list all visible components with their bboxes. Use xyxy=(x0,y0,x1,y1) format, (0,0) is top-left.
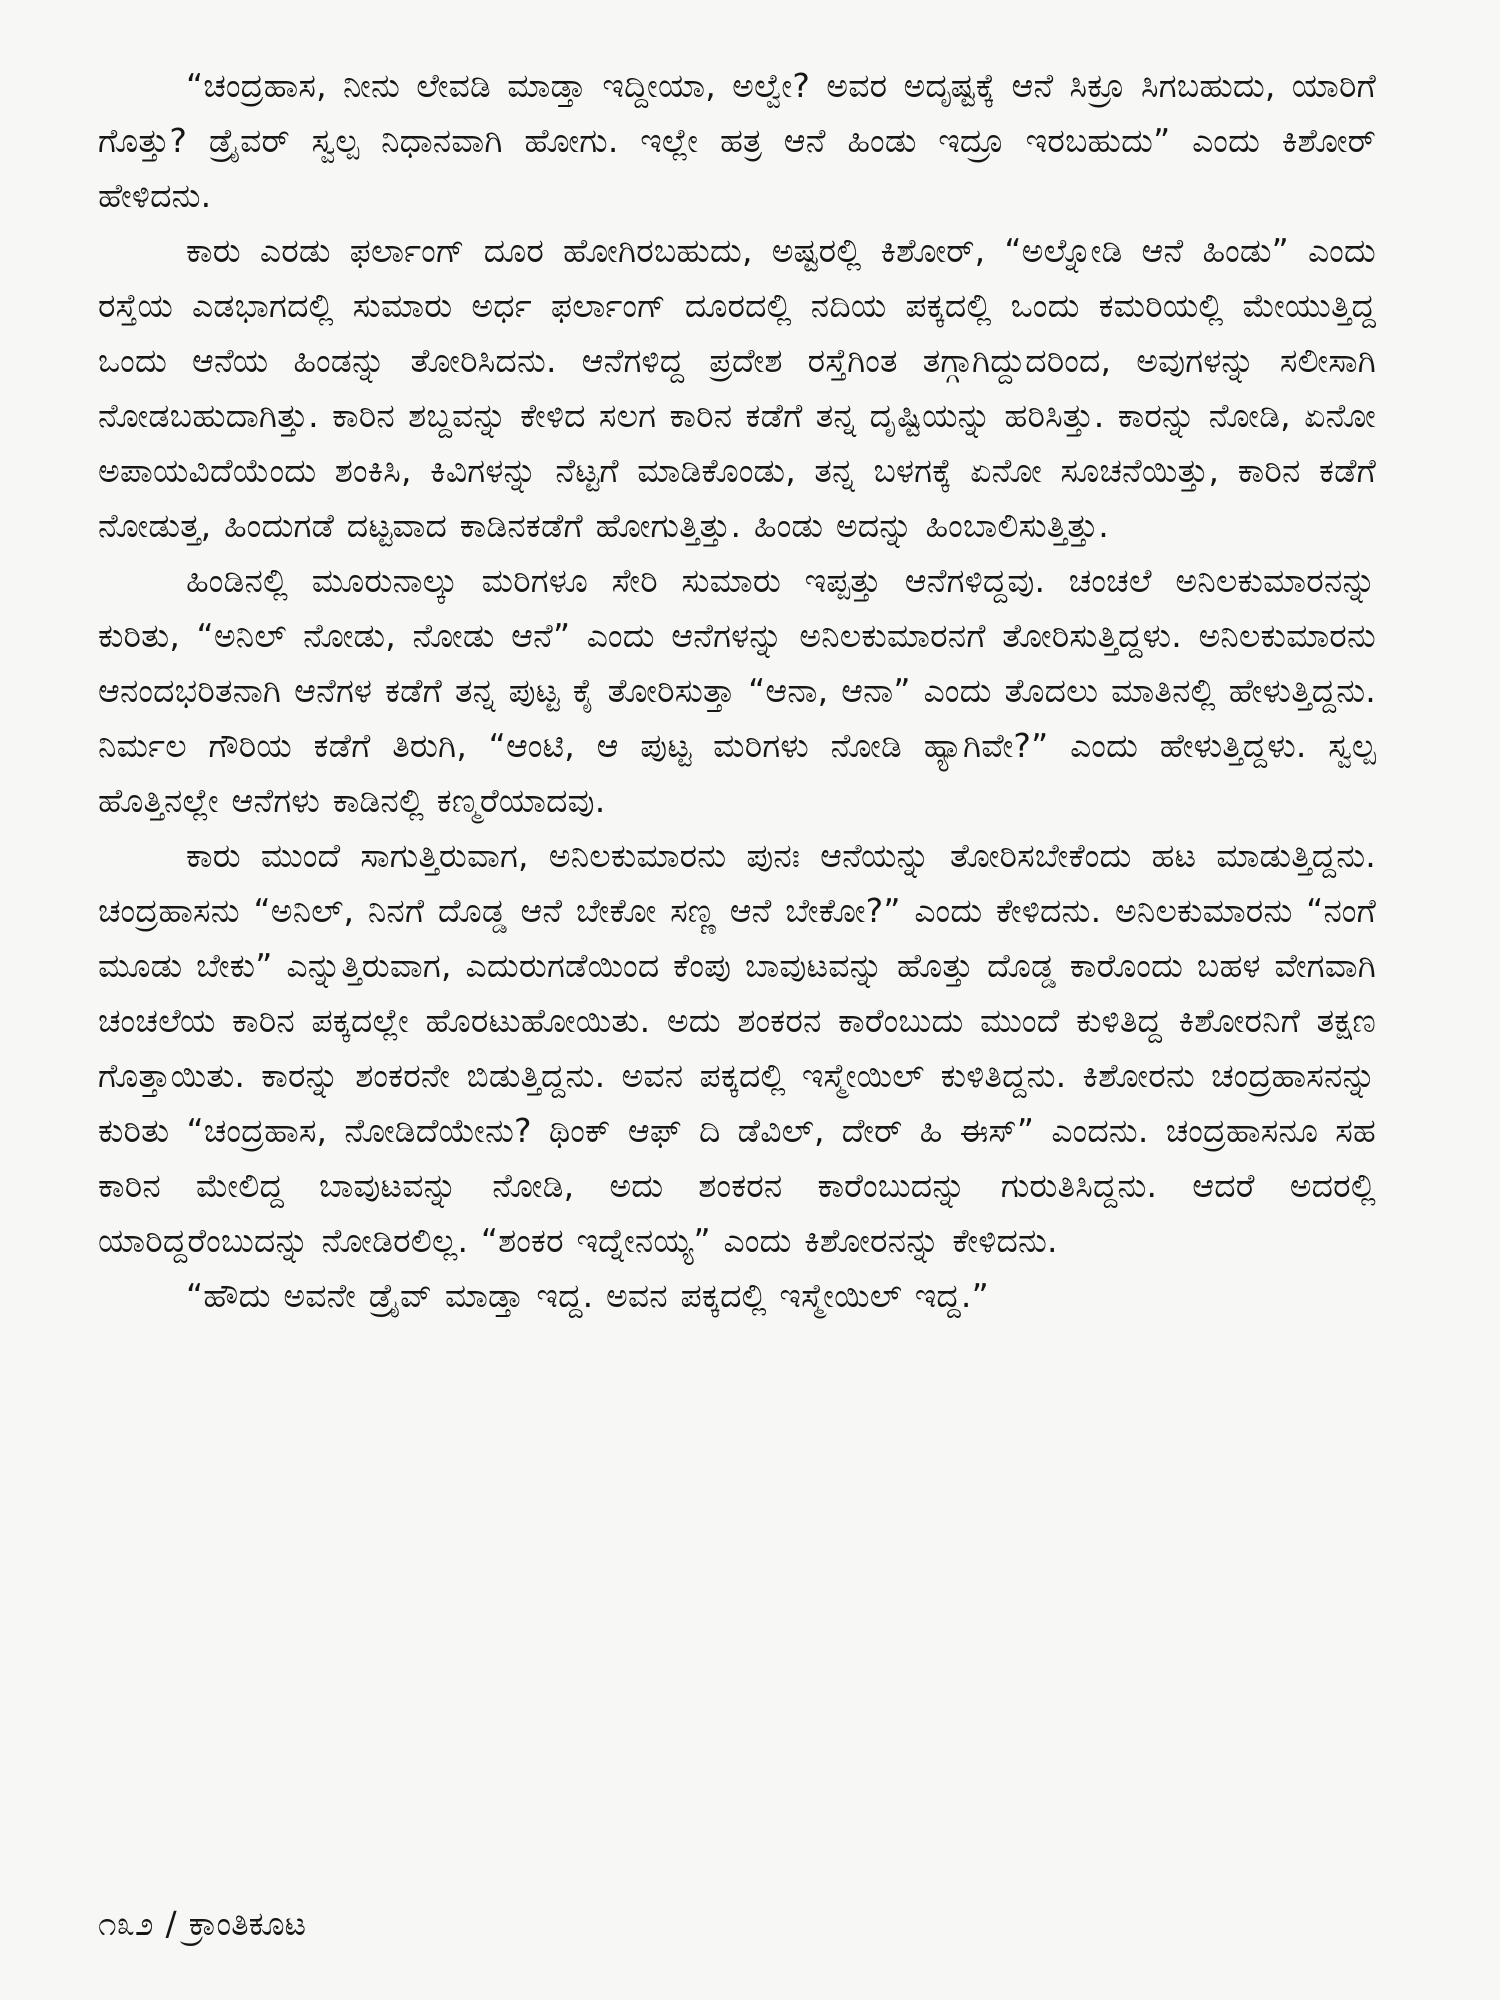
paragraph: “ಚಂದ್ರಹಾಸ, ನೀನು ಲೇವಡಿ ಮಾಡ್ತಾ ಇದ್ದೀಯಾ, ಅಲ್ವೇ? ಅವರ ಅದೃಷ್ಟಕ್ಕೆ ಆನೆ ಸಿಕ್ರೂ ಸಿಗಬಹುದು, ಯಾರಿಗೆ ಗೊತ್ತು? ಡ್ರೈವರ್ ಸ್ವಲ್ಪ ನಿಧಾನವಾಗಿ ಹೋಗು. ಇಲ್ಲೇ ಹತ್ರ ಆನೆ ಹಿಂಡು ಇದ್ರೂ ಇರಬಹುದು” ಎಂದು ಕಿಶೋರ್ ಹೇಳಿದನು. xyxy=(98,66,1376,215)
book-title: ಕ್ರಾಂತಿಕೂಟ xyxy=(188,1904,307,1943)
page-number: ೧೩೨ xyxy=(98,1904,154,1943)
paragraph: ಕಾರು ಮುಂದೆ ಸಾಗುತ್ತಿರುವಾಗ, ಅನಿಲಕುಮಾರನು ಪುನಃ ಆನೆಯನ್ನು ತೋರಿಸಬೇಕೆಂದು ಹಟ ಮಾಡುತ್ತಿದ್ದನು. ಚಂದ್ರಹಾಸನು “ಅನಿಲ್, ನಿನಗೆ ದೊಡ್ಡ ಆನೆ ಬೇಕೋ ಸಣ್ಣ ಆನೆ ಬೇಕೋ?” ಎಂದು ಕೇಳಿದನು. ಅನಿಲಕುಮಾರನು “ನಂಗೆ ಮೂಡು ಬೇಕು” ಎನ್ನುತ್ತಿರುವಾಗ, ಎದುರುಗಡೆಯಿಂದ ಕೆಂಪು ಬಾವುಟವನ್ನು ಹೊತ್ತು ದೊಡ್ಡ ಕಾರೊಂದು ಬಹಳ ವೇಗವಾಗಿ ಚಂಚಲೆಯ ಕಾರಿನ ಪಕ್ಕದಲ್ಲೇ ಹೊರಟುಹೋಯಿತು. ಅದು ಶಂಕರನ ಕಾರೆಂಬುದು ಮುಂದೆ ಕುಳಿತಿದ್ದ ಕಿಶೋರನಿಗೆ ತಕ್ಷಣ ಗೊತ್ತಾಯಿತು. ಕಾರನ್ನು ಶಂಕರನೇ ಬಿಡುತ್ತಿದ್ದನು. ಅವನ ಪಕ್ಕದಲ್ಲಿ ಇಸ್ಮೇಯಿಲ್ ಕುಳಿತಿದ್ದನು. ಕಿಶೋರನು ಚಂದ್ರಹಾಸನನ್ನು ಕುರಿತು “ಚಂದ್ರಹಾಸ, ನೋಡಿದೆಯೇನು? ಥಿಂಕ್ ಆಫ್ ದಿ ಡೆವಿಲ್, ದೇರ್ ಹಿ ಈಸ್” ಎಂದನು. ಚಂದ್ರಹಾಸನೂ ಸಹ ಕಾರಿನ ಮೇಲಿದ್ದ ಬಾವುಟವನ್ನು ನೋಡಿ, ಅದು ಶಂಕರನ ಕಾರೆಂಬುದನ್ನು ಗುರುತಿಸಿದ್ದನು. ಆದರೆ ಅದರಲ್ಲಿ ಯಾರಿದ್ದರೆಂಬುದನ್ನು ನೋಡಿರಲಿಲ್ಲ. “ಶಂಕರ ಇದ್ನೇನಯ್ಯ” ಎಂದು ಕಿಶೋರನನ್ನು ಕೇಳಿದನು. xyxy=(98,836,1376,1260)
paragraph: “ಹೌದು ಅವನೇ ಡ್ರೈವ್ ಮಾಡ್ತಾ ಇದ್ದ. ಅವನ ಪಕ್ಕದಲ್ಲಿ ಇಸ್ಮೇಯಿಲ್ ಇದ್ದ.” xyxy=(186,1276,989,1315)
paragraph: ಹಿಂಡಿನಲ್ಲಿ ಮೂರುನಾಲ್ಕು ಮರಿಗಳೂ ಸೇರಿ ಸುಮಾರು ಇಪ್ಪತ್ತು ಆನೆಗಳಿದ್ದವು. ಚಂಚಲೆ ಅನಿಲಕುಮಾರನನ್ನು ಕುರಿತು, “ಅನಿಲ್ ನೋಡು, ನೋಡು ಆನೆ” ಎಂದು ಆನೆಗಳನ್ನು ಅನಿಲಕುಮಾರನಗೆ ತೋರಿಸುತ್ತಿದ್ದಳು. ಅನಿಲಕುಮಾರನು ಆನಂದಭರಿತನಾಗಿ ಆನೆಗಳ ಕಡೆಗೆ ತನ್ನ ಪುಟ್ಟ ಕೈ ತೋರಿಸುತ್ತಾ “ಆನಾ, ಆನಾ” ಎಂದು ತೊದಲು ಮಾತಿನಲ್ಲಿ ಹೇಳುತ್ತಿದ್ದನು. ನಿರ್ಮಲ ಗೌರಿಯ ಕಡೆಗೆ ತಿರುಗಿ, “ಆಂಟಿ, ಆ ಪುಟ್ಟ ಮರಿಗಳು ನೋಡಿ ಹ್ಯಾಗಿವೇ?” ಎಂದು ಹೇಳುತ್ತಿದ್ದಳು. ಸ್ವಲ್ಪ ಹೊತ್ತಿನಲ್ಲೇ ಆನೆಗಳು ಕಾಡಿನಲ್ಲಿ ಕಣ್ಮರೆಯಾದವು. xyxy=(98,561,1376,820)
footer-separator: / xyxy=(165,1904,177,1943)
paragraph: ಕಾರು ಎರಡು ಫರ್ಲಾಂಗ್ ದೂರ ಹೋಗಿರಬಹುದು, ಅಷ್ಟರಲ್ಲಿ ಕಿಶೋರ್, “ಅಲ್ನೋಡಿ ಆನೆ ಹಿಂಡು” ಎಂದು ರಸ್ತೆಯ ಎಡಭಾಗದಲ್ಲಿ ಸುಮಾರು ಅರ್ಧ ಫರ್ಲಾಂಗ್ ದೂರದಲ್ಲಿ ನದಿಯ ಪಕ್ಕದಲ್ಲಿ ಒಂದು ಕಮರಿಯಲ್ಲಿ ಮೇಯುತ್ತಿದ್ದ ಒಂದು ಆನೆಯ ಹಿಂಡನ್ನು ತೋರಿಸಿದನು. ಆನೆಗಳಿದ್ದ ಪ್ರದೇಶ ರಸ್ತೆಗಿಂತ ತಗ್ಗಾಗಿದ್ದುದರಿಂದ, ಅವುಗಳನ್ನು ಸಲೀಸಾಗಿ ನೋಡಬಹುದಾಗಿತ್ತು. ಕಾರಿನ ಶಬ್ದವನ್ನು ಕೇಳಿದ ಸಲಗ ಕಾರಿನ ಕಡೆಗೆ ತನ್ನ ದೃಷ್ಟಿಯನ್ನು ಹರಿಸಿತ್ತು. ಕಾರನ್ನು ನೋಡಿ, ಏನೋ ಅಪಾಯವಿದೆಯೆಂದು ಶಂಕಿಸಿ, ಕಿವಿಗಳನ್ನು ನೆಟ್ಟಗೆ ಮಾಡಿಕೊಂಡು, ತನ್ನ ಬಳಗಕ್ಕೆ ಏನೋ ಸೂಚನೆಯಿತ್ತು, ಕಾರಿನ ಕಡೆಗೆ ನೋಡುತ್ತ, ಹಿಂದುಗಡೆ ದಟ್ಟವಾದ ಕಾಡಿನಕಡೆಗೆ ಹೋಗುತ್ತಿತ್ತು. ಹಿಂಡು ಅದನ್ನು ಹಿಂಬಾಲಿಸುತ್ತಿತ್ತು. xyxy=(98,231,1376,545)
body-text xyxy=(98,58,1376,1858)
page-footer xyxy=(98,1902,306,1946)
